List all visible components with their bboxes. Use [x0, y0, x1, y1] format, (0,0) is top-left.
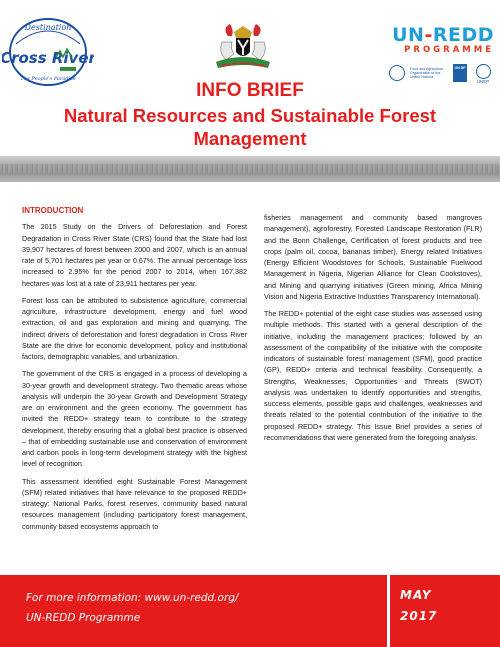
footer-date — [400, 585, 480, 627]
logo-brand-text: Cross River — [2, 49, 94, 67]
logo-top-text: Destination — [24, 23, 72, 32]
paragraph: The REDD+ potential of the eight case studies was assessed using multiple methods. This started with a general description of the initiative, including the management practices; followed by an assessment of the compatibility of the initiative with the composite indicators of sustainable forest management (SFM), good practice (GP), REDD+ criteria and technical feasibility. Consequently, a Strengths, Weaknesses, Opportunities and Threats (SWOT) analysis was undertaken to identify opportunities and strengths, success elements, possible gaps and challenges, weaknesses and threats related to the potential contribution of the initiative to the proposed REDD+ strategy. This Issue Brief provides a series of recommendations that were generated from the foregoing analysis. — [264, 309, 482, 442]
footer-program: UN-REDD Programme — [26, 612, 141, 624]
paragraph: Forest loss can be attributed to subsistence agriculture, commercial agriculture, infrastructure development, energy and fuel wood extraction, oil and gas exploration and mining and quarrying. The indirect drivers of deforestation and forest degradation in Cross River State are the drive for economic development, policy and institutional factors, demographic variables, and urbanization. — [22, 295, 247, 361]
paragraph: fisheries management and community based mangroves management), agroforestry, Forested Landscape Restoration (FLR) and the Bonn Challenge, Certification of forest products and tree crops (palm oil, cocoa, bananas timber), Energy related Initiatives (Energy Efficient Woodstoves for Schools, Sustainable Fuelwood Management in Nigeria, Nigerian Alliance for Clean Cookstoves), and Mining and quarrying initiatives (Green mining, Africa Mining Vision and Nigeria Extractive Industries Transparency International). — [264, 213, 482, 301]
right-column — [264, 212, 482, 449]
un-redd-programme: PROGRAMME — [404, 45, 494, 55]
cross-river-logo — [2, 12, 94, 90]
unep-emblem-icon — [476, 64, 491, 79]
page-header — [0, 0, 500, 190]
page-subtitle: Natural Resources and Sustainable Forest Management — [63, 105, 437, 149]
left-column — [22, 205, 247, 538]
logo-tagline: The People's Paradise — [20, 76, 76, 82]
footer-info-link[interactable]: For more information: www.un-redd.org/ — [26, 592, 239, 604]
section-heading: INTRODUCTION — [22, 206, 84, 215]
footer-info — [26, 588, 238, 628]
footer-year: 2017 — [400, 609, 438, 623]
page-title: INFO BRIEF — [196, 80, 304, 101]
unep-label: UNEP — [476, 79, 490, 84]
un-redd-dash: - — [424, 24, 433, 46]
paragraph: This assessment identified eight Sustainable Forest Management (SFM) related initiatives that have relevance to the proposed REDD+ strategy: National Parks, forest reserves, community based natural resources management (including participatory forest management, community based ecosystems approach to — [22, 476, 247, 531]
fao-label: Food and Agriculture Organization of the United Nations — [410, 66, 444, 80]
paragraph: The 2015 Study on the Drivers of Deforestation and Forest Degradation in Cross River State (CRS) found that the State had lost 39,907 hectares of forest between 2000 and 2007, which is an annual rate of 5,701 hectares per year or 0.67%. The annual percentage loss increased to 2.95% for the period 2007 to 2014, when 167,382 hectares was lost at a rate of 23,911 hectares per year. — [22, 222, 247, 288]
footer-month: MAY — [400, 588, 432, 602]
paragraph: The government of the CRS is engaged in a process of developing a 30-year growth and development strategy. Two thematic areas whose analysis will underpin the 30-year Growth and Development Strategy are on environment and the green economy. The government has invited the REDD+ strategy team to contribute to the strategy development, thereby ensuring that a global best practice is observed – that of embedding sustainable use and conservation of environment and carbon pools in long-term development strategy with the highest level of recognition. — [22, 369, 247, 469]
nigeria-coat-of-arms-icon — [208, 22, 278, 72]
decorative-band — [0, 156, 500, 182]
un-redd-logo — [366, 24, 494, 82]
un-redd-title: UN-REDD — [392, 24, 494, 46]
footer-divider — [387, 575, 390, 647]
undp-logo: UN DP — [453, 64, 467, 82]
decorative-band-texture — [0, 164, 500, 173]
fao-emblem-icon — [389, 65, 405, 81]
